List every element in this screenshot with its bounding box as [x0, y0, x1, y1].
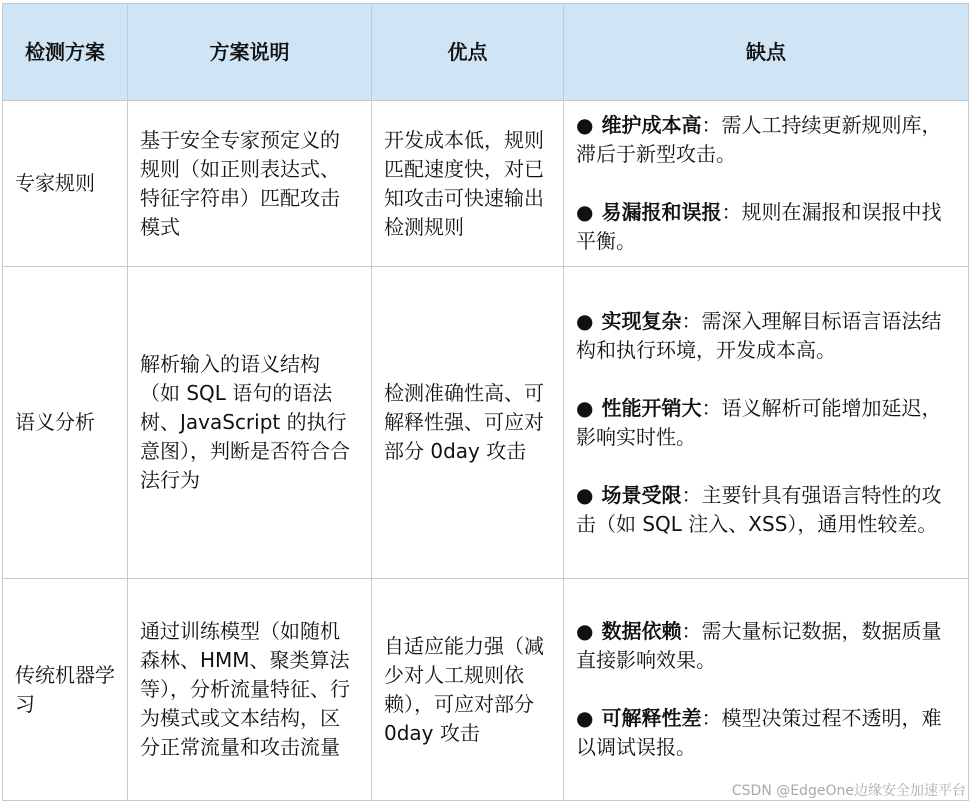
con-title: 场景受限: [601, 482, 682, 507]
header-pros: 优点: [372, 4, 564, 101]
bullet-icon: ●: [576, 482, 594, 507]
bullet-icon: ●: [576, 200, 594, 224]
con-item: [576, 394, 958, 452]
con-item: [576, 481, 958, 539]
table-row: [3, 101, 969, 267]
con-text: ：规则在漏报和误报中找平衡。: [576, 200, 942, 253]
scheme-cell: 专家规则: [3, 101, 128, 267]
pros-cell: 检测准确性高、可解释性强、可应对部分 0day 攻击: [372, 267, 564, 579]
description-cell: 基于安全专家预定义的规则（如正则表达式、特征字符串）匹配攻击模式: [128, 101, 372, 267]
header-scheme: 检测方案: [3, 4, 128, 101]
con-item: [576, 617, 958, 675]
scheme-cell: 语义分析: [3, 267, 128, 579]
con-item: [576, 198, 958, 256]
bullet-icon: ●: [576, 706, 594, 730]
table-row: [3, 579, 969, 801]
description-cell: 通过训练模型（如随机森林、HMM、聚类算法等），分析流量特征、行为模式或文本结构，区分正常流量和攻击流量: [128, 579, 372, 801]
con-title: 数据依赖: [601, 619, 682, 643]
con-item: [576, 704, 958, 762]
header-description: 方案说明: [128, 4, 372, 101]
con-title: 易漏报和误报: [601, 200, 722, 224]
con-title: 维护成本高: [601, 113, 702, 137]
header-row: [3, 4, 969, 101]
con-item: [576, 111, 958, 169]
con-item: [576, 307, 958, 365]
con-text: ：语义解析可能增加延迟，影响实时性。: [576, 395, 942, 449]
pros-cell: 开发成本低，规则匹配速度快，对已知攻击可快速输出检测规则: [372, 101, 564, 267]
con-text: ：主要针具有强语言特性的攻击（如 SQL 注入、XSS），通用性较差。: [576, 482, 942, 536]
con-title: 实现复杂: [601, 308, 682, 333]
description-cell: 解析输入的语义结构（如 SQL 语句的语法树、JavaScript 的执行意图），判断是否符合合法行为: [128, 267, 372, 579]
bullet-icon: ●: [576, 308, 594, 333]
bullet-icon: ●: [576, 619, 594, 643]
con-text: ：需大量标记数据，数据质量直接影响效果。: [576, 619, 942, 672]
bullet-icon: ●: [576, 113, 594, 137]
con-text: ：需人工持续更新规则库，滞后于新型攻击。: [576, 113, 942, 166]
cons-cell: [564, 101, 969, 267]
con-text: ：模型决策过程不透明，难以调试误报。: [576, 706, 942, 759]
bullet-icon: ●: [576, 395, 594, 420]
con-title: 性能开销大: [601, 395, 702, 420]
header-cons: 缺点: [564, 4, 969, 101]
scheme-cell: 传统机器学习: [3, 579, 128, 801]
watermark: CSDN @EdgeOne边缘安全加速平台: [731, 783, 966, 799]
con-title: 可解释性差: [601, 706, 702, 730]
con-text: ：需深入理解目标语言语法结构和执行环境，开发成本高。: [576, 308, 942, 362]
comparison-table: [2, 3, 969, 801]
cons-cell: [564, 579, 969, 801]
table-row: [3, 267, 969, 579]
cons-cell: [564, 267, 969, 579]
pros-cell: 自适应能力强（减少对人工规则依赖），可应对部分 0day 攻击: [372, 579, 564, 801]
